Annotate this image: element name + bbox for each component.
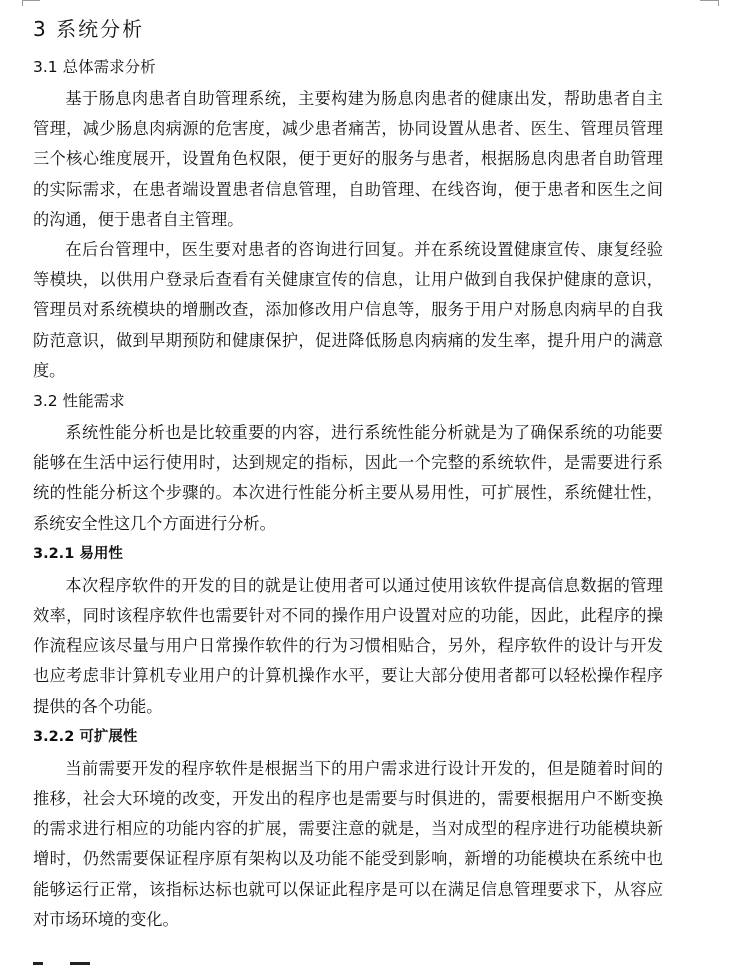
paragraph-3-2-2-a: 当前需要开发的程序软件是根据当下的用户需求进行设计开发的，但是随着时间的推移，社会大环境的改变，开发出的程序也是需要与时俱进的，需要根据用户不断变换的需求进行相应的功能内容的扩展，需要注意的就是，当对成型的程序进行功能模块新增时，仍然需要保证程序原有架构以及功能不能受到影响，新增的功能模块在系统中也能够运行正常，该指标达标也就可以保证此程序是可以在满足信息管理要求下，从容应对市场环境的变化。 <box>33 758 663 929</box>
page-corner-mark-right <box>700 0 718 1</box>
paragraph-3-1-a: 基于肠息肉患者自助管理系统，主要构建为肠息肉患者的健康出发，帮助患者自主管理，减少肠息肉病源的危害度，减少患者痛苦，协同设置从患者、医生、管理员管理三个核心维度展开，设置角色权限，便于更好的服务与患者，根据肠息肉患者自助管理的实际需求，在患者端设置患者信息管理，自助管理、在线咨询，便于患者和医生之间的沟通，便于患者自主管理。 <box>33 89 663 229</box>
section-heading-3-2-2: 3.2.2 可扩展性 <box>33 728 138 745</box>
page-corner-mark-left-vertical <box>22 0 23 6</box>
section-heading-3-2: 3.2 性能需求 <box>33 392 125 411</box>
page-corner-mark-right-vertical <box>718 0 719 6</box>
section-heading-3-1: 3.1 总体需求分析 <box>33 58 156 76</box>
paragraph-3-2-a: 系统性能分析也是比较重要的内容，进行系统性能分析就是为了确保系统的功能要能够在生活中运行使用时，达到规定的指标，因此一个完整的系统软件，是需要进行系统的性能分析这个步骤的。本次进行性能分析主要从易用性，可扩展性，系统健壮性，系统安全性这几个方面进行分析。 <box>33 423 663 533</box>
document-body <box>33 12 663 935</box>
paragraph-3-2-1-a: 本次程序软件的开发的目的就是让使用者可以通过使用该软件提高信息数据的管理效率，同时该程序软件也需要针对不同的操作用户设置对应的功能，因此，此程序的操作流程应该尽量与用户日常操作软件的行为习惯相贴合，另外，程序软件的设计与开发也应考虑非计算机专业用户的计算机操作水平，要让大部分使用者都可以轻松操作程序提供的各个功能。 <box>33 575 663 716</box>
page-corner-mark-left <box>22 0 40 1</box>
chapter-title: 3 系统分析 <box>33 17 145 41</box>
section-heading-3-2-1: 3.2.1 易用性 <box>33 545 123 562</box>
next-heading-cutoff <box>33 955 123 965</box>
paragraph-3-1-b: 在后台管理中，医生要对患者的咨询进行回复。并在系统设置健康宣传、康复经验等模块，以供用户登录后查看有关健康宣传的信息，让用户做到自我保护健康的意识，管理员对系统模块的增删改查，添加修改用户信息等，服务于用户对肠息肉病早的自我防范意识，做到早期预防和健康保护，促进降低肠息肉病痛的发生率，提升用户的满意度。 <box>33 240 663 380</box>
